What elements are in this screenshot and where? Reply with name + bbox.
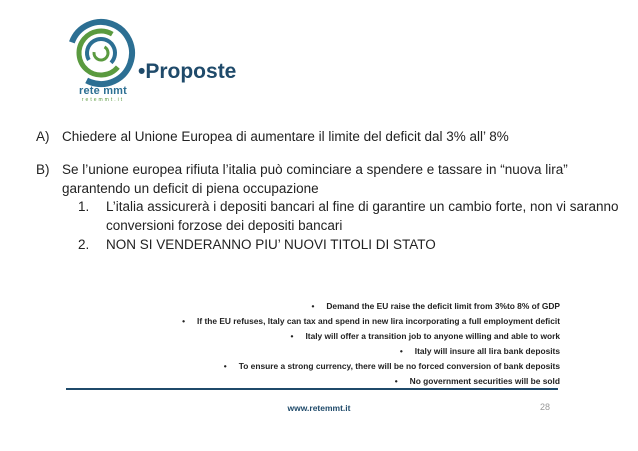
bullet-icon: • [394,376,398,386]
english-line [291,330,560,343]
english-line [182,315,560,328]
item-b-marker: B) [36,162,50,177]
sub-item-2-num: 2. [78,237,90,252]
bullet-icon: • [182,316,185,326]
english-line [395,375,560,388]
bullet-icon: • [223,361,227,371]
english-line [311,300,560,313]
logo-swirl-icon [66,18,136,88]
page-number: 28 [540,402,551,412]
english-line-text: Demand the EU raise the deficit limit from 3%to 8% of GDP [326,301,560,311]
sub-item-1-num: 1. [78,199,90,214]
bullet-icon: • [311,301,315,311]
logo-text [72,86,134,104]
english-line [400,345,560,358]
sub-item-2-line1: NON SI VENDERANNO PIU’ NUOVI TITOLI DI STATO [106,237,436,252]
item-b-line1: Se l’unione europea rifiuta l’italia può cominciare a spendere e tassare in “nuova lira” [62,162,568,177]
item-a-marker: A) [36,129,50,144]
footer-divider [66,388,558,390]
english-line-text: If the EU refuses, Italy can tax and spend in new lira incorporating a full employment deficit [197,316,560,326]
sub-item-1-line1: L’italia assicurerà i depositi bancari al fine di garantire un cambio forte, non vi saranno [106,199,619,214]
english-line-text: No government securities will be sold [409,376,560,386]
english-line-text: Italy will insure all lira bank deposits [414,346,560,356]
logo-sub: retemmt.it [81,97,125,103]
logo-name: rete mmt [78,85,128,97]
sub-item-1-line2: conversioni forzose dei depositi bancari [106,218,343,233]
bullet-icon: • [290,331,294,341]
footer-website-link[interactable]: www.retemmt.it [287,403,351,413]
bullet-icon: • [399,346,403,356]
english-line [224,360,560,373]
item-b-line2: garantendo un deficit di piena occupazione [62,181,319,196]
english-line-text: To ensure a strong currency, there will be no forced conversion of bank deposits [238,361,560,371]
slide-title: •Proposte [138,60,237,83]
item-a-text: Chiedere al Unione Europea di aumentare il limite del deficit dal 3% all’ 8% [62,129,509,144]
english-line-text: Italy will offer a transition job to anyone willing and able to work [305,331,560,341]
